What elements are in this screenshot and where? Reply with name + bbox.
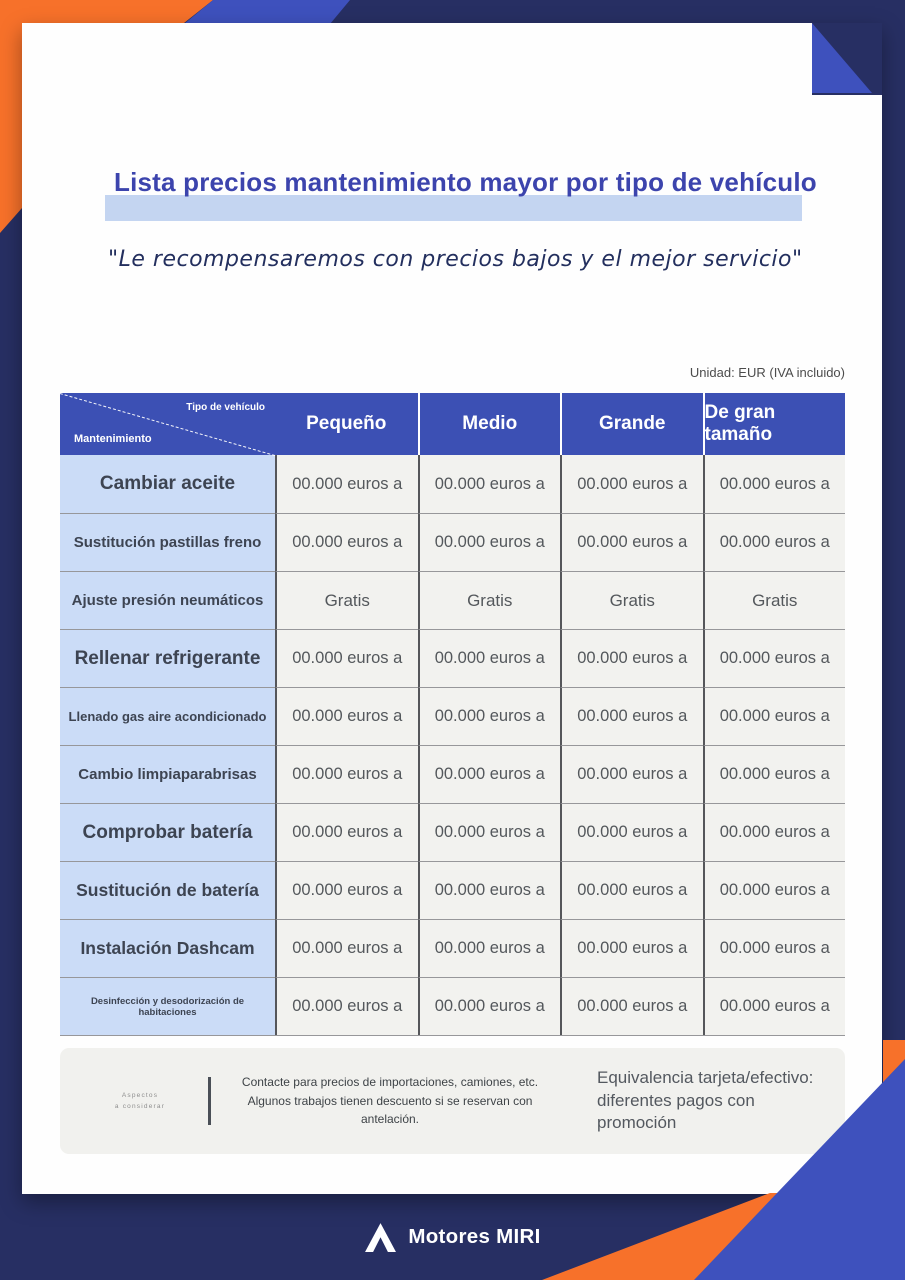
document-page (22, 23, 882, 1194)
price-cell: Gratis (703, 571, 846, 629)
page-subtitle: "Le recompensaremos con precios bajos y el mejor servicio" (108, 247, 803, 272)
price-cell: 00.000 euros a (703, 629, 846, 687)
contact-line2: Algunos trabajos tienen descuento si se reservan con antelación. (247, 1093, 533, 1127)
price-cell: 00.000 euros a (418, 861, 561, 919)
price-cell: 00.000 euros a (560, 919, 703, 977)
price-cell: 00.000 euros a (418, 803, 561, 861)
price-cell: 00.000 euros a (703, 977, 846, 1035)
price-cell: 00.000 euros a (703, 803, 846, 861)
price-cell: 00.000 euros a (275, 977, 418, 1035)
price-cell: 00.000 euros a (275, 629, 418, 687)
brand-name: Motores MIRI (408, 1225, 541, 1248)
unit-note: Unidad: EUR (IVA incluido) (689, 365, 845, 380)
equivalence-line1: Equivalencia tarjeta/efectivo: (597, 1067, 814, 1087)
price-table (60, 393, 845, 1036)
price-cell: 00.000 euros a (703, 687, 846, 745)
price-cell: 00.000 euros a (703, 861, 846, 919)
price-cell: 00.000 euros a (703, 745, 846, 803)
aside-line1: Aspectos (121, 1091, 159, 1099)
contact-line1: Contacte para precios de importaciones, camiones, etc. (241, 1075, 539, 1090)
price-cell: 00.000 euros a (560, 977, 703, 1035)
price-cell: 00.000 euros a (275, 861, 418, 919)
notes-divider (208, 1077, 211, 1125)
price-cell: 00.000 euros a (703, 919, 846, 977)
table-corner-cell (60, 393, 275, 455)
row-label: Sustitución pastillas freno (60, 513, 275, 571)
row-label: Desinfección y desodorización de habitaciones (60, 977, 275, 1035)
price-cell: 00.000 euros a (275, 745, 418, 803)
row-label: Cambiar aceite (60, 455, 275, 513)
price-cell: 00.000 euros a (560, 745, 703, 803)
price-cell: 00.000 euros a (418, 513, 561, 571)
title-highlight-bar (105, 195, 802, 221)
row-label: Comprobar batería (60, 803, 275, 861)
price-cell: 00.000 euros a (418, 629, 561, 687)
price-cell: 00.000 euros a (703, 455, 846, 513)
price-cell: 00.000 euros a (560, 803, 703, 861)
price-cell: 00.000 euros a (418, 745, 561, 803)
price-cell: 00.000 euros a (418, 977, 561, 1035)
row-label: Llenado gas aire acondicionado (60, 687, 275, 745)
brand-triangle-icon (364, 1222, 397, 1253)
price-cell: Gratis (275, 571, 418, 629)
price-cell: 00.000 euros a (418, 919, 561, 977)
row-label: Rellenar refrigerante (60, 629, 275, 687)
price-cell: 00.000 euros a (275, 513, 418, 571)
price-cell: Gratis (418, 571, 561, 629)
corner-label-vehicle-type: Tipo de vehículo (186, 402, 265, 413)
equivalence-line2: diferentes pagos con promoción (597, 1090, 755, 1133)
price-cell: 00.000 euros a (560, 629, 703, 687)
price-cell: 00.000 euros a (560, 455, 703, 513)
price-cell: 00.000 euros a (560, 513, 703, 571)
aside-line2: a considerar (114, 1103, 166, 1110)
row-label: Ajuste presión neumáticos (60, 571, 275, 629)
equivalence-note (597, 1067, 825, 1136)
price-cell: 00.000 euros a (703, 513, 846, 571)
price-cell: 00.000 euros a (418, 687, 561, 745)
price-cell: 00.000 euros a (275, 687, 418, 745)
column-header-pequeno: Pequeño (275, 393, 418, 455)
column-header-medio: Medio (418, 393, 561, 455)
price-cell: 00.000 euros a (560, 861, 703, 919)
column-header-grande: Grande (560, 393, 703, 455)
row-label: Cambio limpiaparabrisas (60, 745, 275, 803)
row-label: Sustitución de batería (60, 861, 275, 919)
price-cell: 00.000 euros a (418, 455, 561, 513)
notes-box (60, 1048, 845, 1154)
contact-note (225, 1073, 555, 1129)
price-cell: Gratis (560, 571, 703, 629)
price-cell: 00.000 euros a (275, 803, 418, 861)
row-label: Instalación Dashcam (60, 919, 275, 977)
corner-label-maintenance: Mantenimiento (74, 433, 152, 445)
page-title: Lista precios mantenimiento mayor por tipo de vehículo (114, 167, 817, 197)
price-cell: 00.000 euros a (275, 455, 418, 513)
column-header-gran-tamano: De gran tamaño (703, 393, 846, 455)
price-cell: 00.000 euros a (560, 687, 703, 745)
price-cell: 00.000 euros a (275, 919, 418, 977)
aside-label (80, 1090, 200, 1112)
